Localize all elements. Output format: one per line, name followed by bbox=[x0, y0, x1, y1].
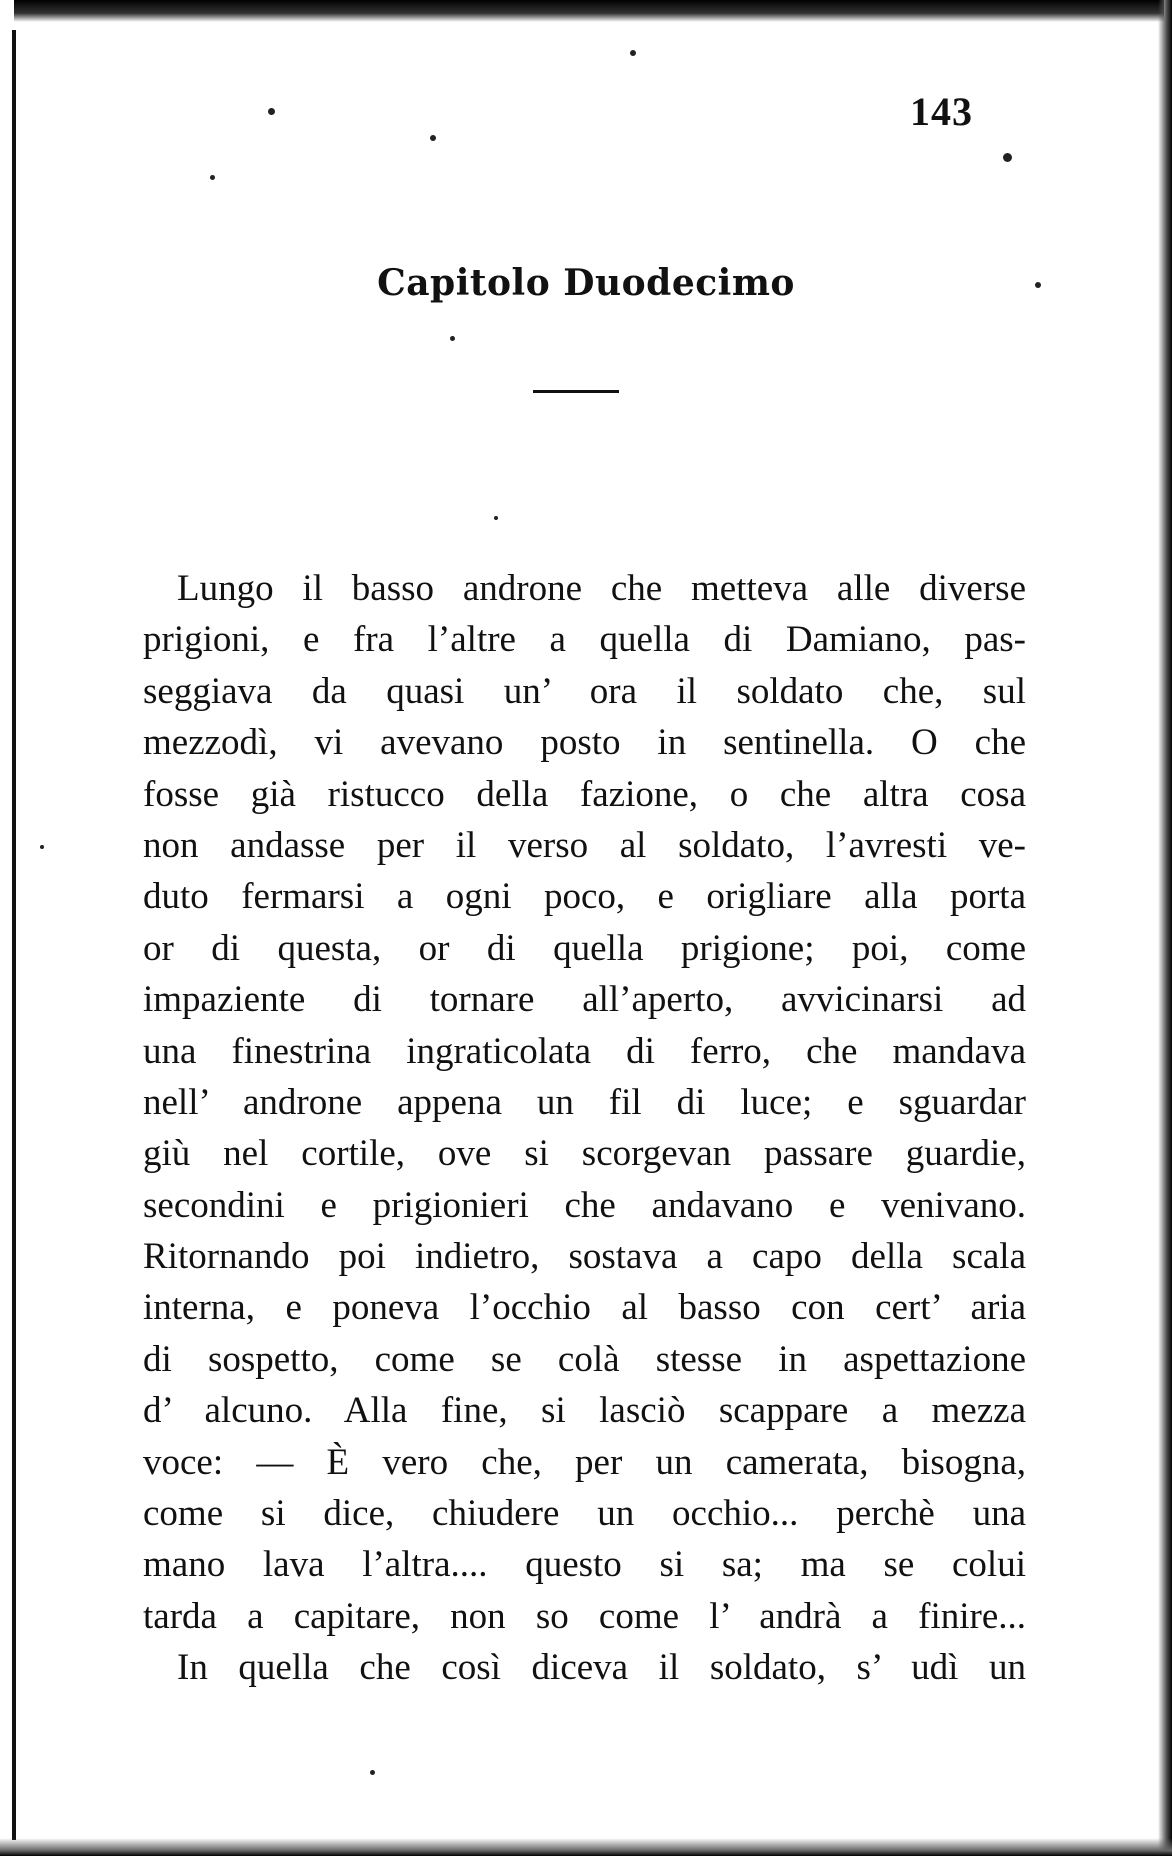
page-number: 143 bbox=[910, 89, 973, 134]
text-line: non andasse per il verso al soldato, l’avresti ve- bbox=[143, 824, 1026, 866]
text-line: mano lava l’altra.... questo si sa; ma se colui bbox=[143, 1544, 1026, 1586]
text-line: interna, e poneva l’occhio al basso con cert’ aria bbox=[143, 1287, 1026, 1329]
text-line: come si dice, chiudere un occhio... perchè una bbox=[143, 1493, 1026, 1535]
text-line: Ritornando poi indietro, sostava a capo della scala bbox=[143, 1236, 1026, 1278]
text-line: In quella che così diceva il soldato, s’ udì un bbox=[177, 1647, 1026, 1689]
text-line: duto fermarsi a ogni poco, e origliare alla porta bbox=[143, 876, 1026, 918]
text-line: voce: — È vero che, per un camerata, bisogna, bbox=[143, 1441, 1026, 1483]
page-bottom-edge bbox=[0, 1838, 1172, 1856]
print-speck bbox=[630, 50, 636, 56]
page-top-edge bbox=[14, 0, 1164, 22]
print-speck bbox=[494, 516, 498, 520]
print-speck bbox=[370, 1770, 375, 1775]
print-speck bbox=[1003, 153, 1012, 162]
print-speck bbox=[450, 336, 455, 341]
text-line: nell’ androne appena un fil di luce; e sguardar bbox=[143, 1081, 1026, 1123]
text-line: impaziente di tornare all’aperto, avvicinarsi ad bbox=[143, 979, 1026, 1021]
title-divider bbox=[533, 390, 619, 393]
print-speck bbox=[210, 175, 215, 180]
text-line: giù nel cortile, ove si scorgevan passare guardie, bbox=[143, 1133, 1026, 1175]
text-line: mezzodì, vi avevano posto in sentinella. O che bbox=[143, 722, 1026, 764]
text-line: seggiava da quasi un’ ora il soldato che, sul bbox=[143, 670, 1026, 712]
text-line: Lungo il basso androne che metteva alle diverse bbox=[177, 568, 1026, 609]
chapter-title: Capitolo Duodecimo bbox=[377, 262, 795, 304]
text-line: di sospetto, come se colà stesse in aspettazione bbox=[143, 1338, 1026, 1380]
text-line: fosse già ristucco della fazione, o che altra cosa bbox=[143, 773, 1026, 815]
text-line: secondini e prigionieri che andavano e venivano. bbox=[143, 1184, 1026, 1226]
text-line: prigioni, e fra l’altre a quella di Damiano, pas- bbox=[143, 619, 1026, 661]
print-speck bbox=[268, 108, 275, 115]
text-line: tarda a capitare, non so come l’ andrà a finire... bbox=[143, 1595, 1026, 1637]
text-line: d’ alcuno. Alla fine, si lasciò scappare a mezza bbox=[143, 1390, 1026, 1432]
text-line: or di questa, or di quella prigione; poi, come bbox=[143, 927, 1026, 969]
print-speck bbox=[430, 135, 436, 141]
body-text bbox=[143, 563, 1026, 1694]
print-speck bbox=[40, 845, 44, 849]
text-line: una finestrina ingraticolata di ferro, che mandava bbox=[143, 1030, 1026, 1072]
